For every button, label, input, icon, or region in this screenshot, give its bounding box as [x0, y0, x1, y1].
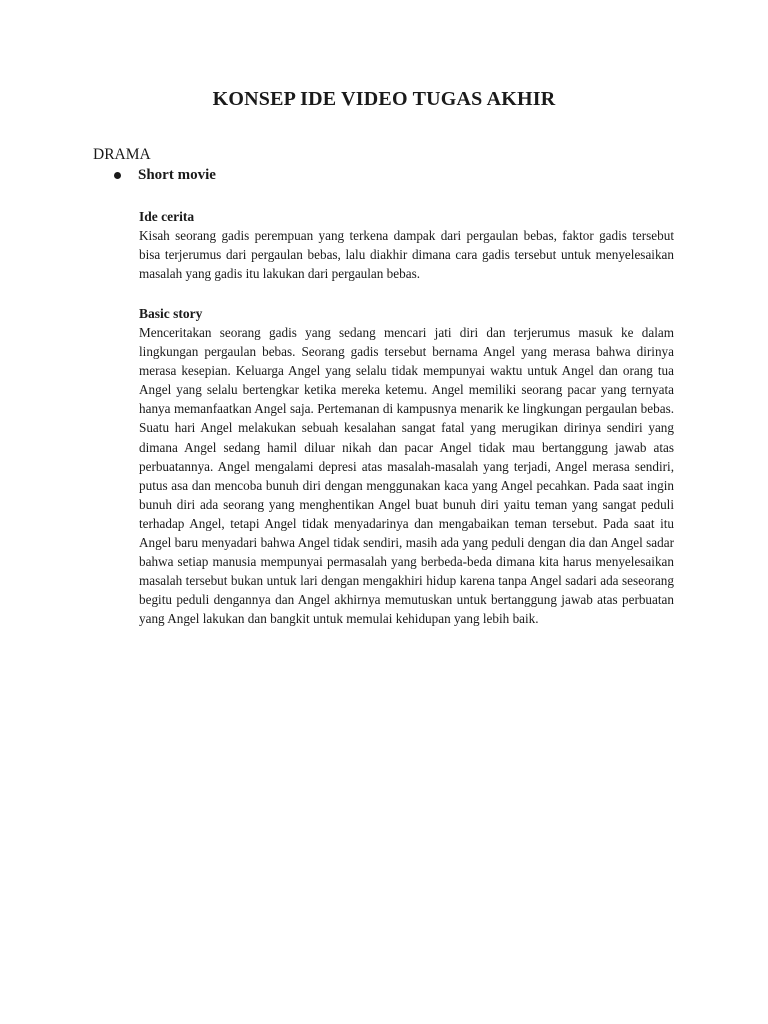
bullet-dot-icon: [114, 172, 121, 179]
basic-story-section: [139, 304, 674, 629]
bullet-item-label: Short movie: [138, 167, 216, 183]
bullet-list: [114, 167, 216, 184]
section-label-drama: DRAMA: [93, 146, 151, 163]
ide-cerita-section: [139, 207, 674, 283]
basic-story-heading: Basic story: [139, 306, 203, 321]
document-title: KONSEP IDE VIDEO TUGAS AKHIR: [212, 88, 556, 110]
ide-cerita-heading: Ide cerita: [139, 209, 195, 224]
basic-story-body: Menceritakan seorang gadis yang sedang mencari jati diri dan terjerumus masuk ke dalam lingkungan pergaulan bebas. Seorang gadis tersebut bernama Angel yang merasa bahwa dirinya merasa kesepian. Keluarga Angel yang selalu tidak mempunyai waktu untuk Angel dan orang tua Angel yang selalu bertengkar ketika mereka ketemu. Angel memiliki seorang pacar yang ternyata hanya memanfaatkan Angel saja. Pertemanan di kampusnya menarik ke lingkungan pergaulan bebas. Suatu hari Angel melakukan sebuah kesalahan sangat fatal yang merugikan dirinya sendiri yang dimana Angel sedang hamil diluar nikah dan pacar Angel tidak mau bertanggung jawab atas perbuatannya. Angel mengalami depresi atas masalah-masalah yang terjadi, Angel merasa sendiri, putus asa dan mencoba bunuh diri dengan menggunakan kaca yang Angel pecahkan. Pada saat ingin bunuh diri ada seorang yang menghentikan Angel buat bunuh diri yaitu teman yang sangat peduli terhadap Angel, tetapi Angel tidak menyadarinya dan mengabaikan teman tersebut. Pada saat itu Angel baru menyadari bahwa Angel tidak sendiri, masih ada yang peduli dengan dia dan Angel sadar bahwa setiap manusia mempunyai permasalah yang berbeda-beda dimana kita harus menyelesaikan masalah tersebut bukan untuk lari dengan mengakhiri hidup karena tanpa Angel sadari ada seseorang begitu peduli dengannya dan Angel akhirnya memutuskan untuk bertanggung jawab atas perbuatan yang Angel lakukan dan bangkit untuk memulai kehidupan yang lebih baik.: [139, 325, 674, 627]
ide-cerita-body: Kisah seorang gadis perempuan yang terkena dampak dari pergaulan bebas, faktor gadis tersebut bisa terjerumus dari pergaulan bebas, lalu diakhir dimana cara gadis tersebut untuk menyelesaikan masalah yang gadis itu lakukan dari pergaulan bebas.: [139, 228, 674, 282]
bullet-item-short-movie: [114, 167, 216, 184]
